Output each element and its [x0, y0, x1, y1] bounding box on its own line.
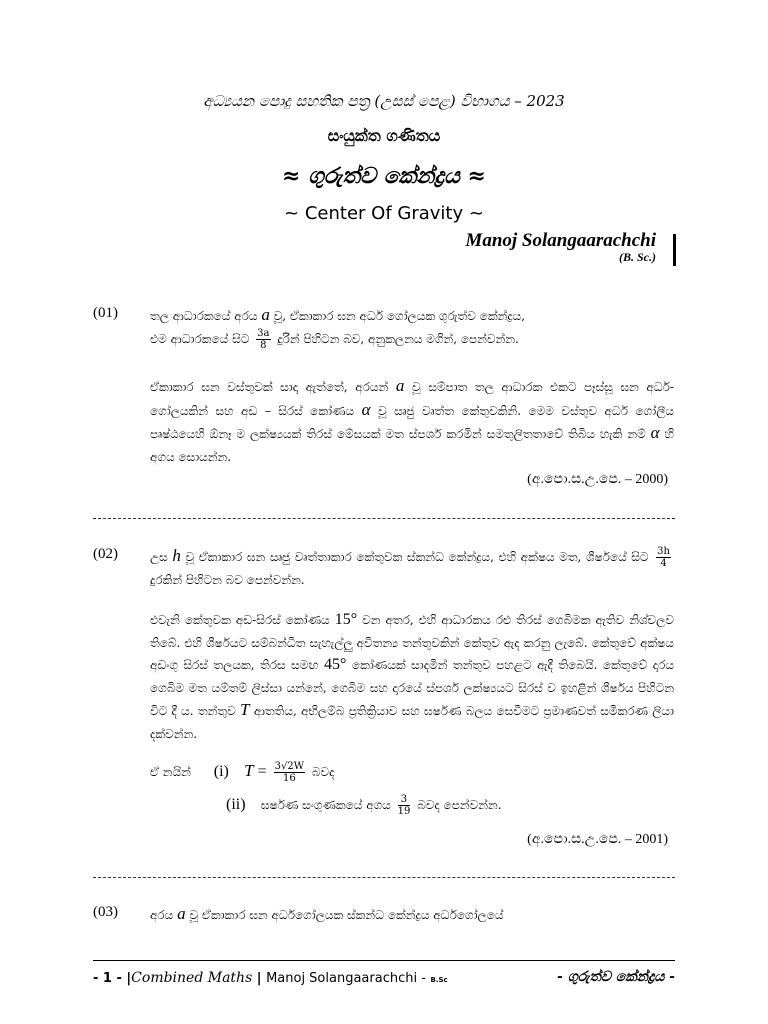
footer-rule: [93, 960, 675, 961]
fraction-3h-over-4: $\frac{3h}{4}$: [657, 546, 670, 569]
exam-title: අධ්‍යයන පොදු සහතික පත්‍ර (උසස් පෙළ) විභාගය – 2023: [203, 92, 565, 110]
q1-text: දුරින් පිහිටන බව, අනුකලනය මගින්, පෙන්වන්න.: [277, 331, 519, 346]
topic-title-english: ~ Center Of Gravity ~: [284, 203, 484, 224]
subject-title: සංයුක්ත ගණිතය: [327, 126, 441, 145]
divider: [93, 877, 675, 878]
question-2-reference: (අ.පො.ස.උ.පෙ. – 2001): [527, 832, 668, 847]
topic-title-sinhala: ≈ ගුරුත්ව කේන්ද්‍රය ≈: [282, 163, 486, 189]
footer-subject: Combined Maths: [131, 970, 253, 986]
variable-T: T: [244, 761, 254, 780]
question-3-part-a: අරය a වූ ඒකාකාර ඝන අර්ධගෝලයක ස්කන්ධ කේන්ද්‍රය අර්ධගෝලයේ: [150, 904, 504, 923]
variable-a: a: [395, 376, 405, 395]
question-1-reference: (අ.පො.ස.උ.පෙ. – 2000): [527, 472, 668, 487]
fraction-3-over-19: $\frac{3}{19}$: [397, 794, 411, 817]
part-ii-label: (ii): [226, 796, 246, 813]
question-1-number: (01): [93, 305, 118, 321]
q1-text: තල ආධාරකයේ අරය: [150, 309, 258, 323]
divider: [93, 518, 675, 519]
footer-author: Manoj Solangaarachchi -: [266, 971, 426, 986]
question-2-part-a: උස h වූ ඒකාකාර ඝන ඍජු වෘත්තාකාර කේතුවක ස්කන්ධ කේන්ද්‍රය, එහි අක්ෂය මත, ශීර්ෂයේ සිට $\frac{3h}{4}$ දුරකින් පිහිටන බව පෙන්වන්න.: [150, 546, 670, 587]
question-3-number: (03): [93, 904, 118, 920]
variable-alpha: α: [650, 423, 660, 442]
question-1-part-b: ඒකාකාර ඝන වස්තුවක් සාදා ඇත්තේ, අරයන් a වූ සම්පාත තල ආධාරක එකට පෑස්සූ ඝන අර්ධ- ගෝලයකින් සහ අඩ – සිරස් කෝණය α වූ ඍජු වෘත්ත කේතුවකිනි. මෙම වස්තුව අර්ධ ගෝලීය පෘෂ්ඨයෙහි ඕනෑ ම ලක්ෂ්‍යයක් තිරස් මේසයක් මත ස්පර්ශ කරමින් සමතුලිතතාවේ තිබිය හැකි නම් α හි අගය සොයන්න.: [150, 376, 674, 464]
fraction-3a-over-8: $\frac{3a}{8}$: [257, 327, 270, 351]
author-degree: (B. Sc.): [619, 250, 656, 264]
footer-degree: B.Sc: [430, 976, 448, 984]
q1-text: එම ආධාරකයේ සිට: [150, 331, 250, 346]
question-2-part-b: එවැනි කේතුවක අඩ-සිරස් කෝණය 15° වන අතර, එහි ආධාරකය රළු තිරස් ගෙබිමක ඇතිව නිශ්චලව තිබේ. එහි ශීර්ෂයට සම්බන්ධිත සැහැල්ලු අවිතන්‍ය තන්තුවකින් කේතුව ඇද කරනු ලැබේ. කේතුවේ අක්ෂය අඩංගු සිරස් තලයක, තිරස සමඟ 45° කෝණයක් සාදමින් තන්තුව පහළට ඇදී තිබෙයි. කේතුවේ දාරය ගෙබිම මත යම්තම් ලිස්සා යන්නේ, ගෙබිම සහ දාරයේ ස්පර්ශ ලක්ෂ්‍යයට සිරස් ව ඉහළින් ශීර්ෂය පිහිටන විට දී ය. තන්තුව T ආතතිය, අභිලම්බ ප්‍රතික්‍රියාව සහ ඝර්ෂණ බලය සෙවීමට ප්‍රමාණවත් සමීකරණ ලියා දක්වන්න.: [150, 611, 674, 741]
page-number: - 1 -: [93, 971, 122, 986]
angle-15: 15°: [334, 611, 358, 628]
question-2-part-ii: (ii) ඝර්ෂණ සංගුණකයේ අගය $\frac{3}{19}$ බවද පෙන්වන්න.: [226, 794, 502, 817]
variable-a: a: [177, 904, 186, 923]
q1-variable-a: a: [261, 305, 270, 324]
footer-left: - 1 - |Combined Maths | Manoj Solangaarachchi - B.Sc: [93, 970, 448, 986]
question-2-part-i: ඒ නයින් (i) T = $\frac{3√2W}{16}$ බවද: [150, 761, 335, 784]
variable-alpha: α: [361, 399, 371, 419]
fraction-T-value: $\frac{3√2W}{16}$: [274, 761, 305, 784]
variable-T: T: [240, 700, 250, 719]
author-bar: [673, 234, 676, 266]
angle-45: 45°: [324, 656, 347, 673]
question-2-number: (02): [93, 546, 118, 562]
question-1-part-a: [150, 304, 674, 351]
part-i-label: (i): [213, 763, 229, 780]
q1-text: වූ, ඒකාකාර ඝන අර්ධ ගෝලයක ගුරුත්ව කේන්ද්‍රය,: [273, 309, 526, 323]
author-name: Manoj Solangaarachchi: [465, 230, 656, 251]
variable-h: h: [172, 546, 181, 565]
footer-topic: - ගුරුත්ව කේන්ද්‍රය -: [557, 969, 675, 985]
